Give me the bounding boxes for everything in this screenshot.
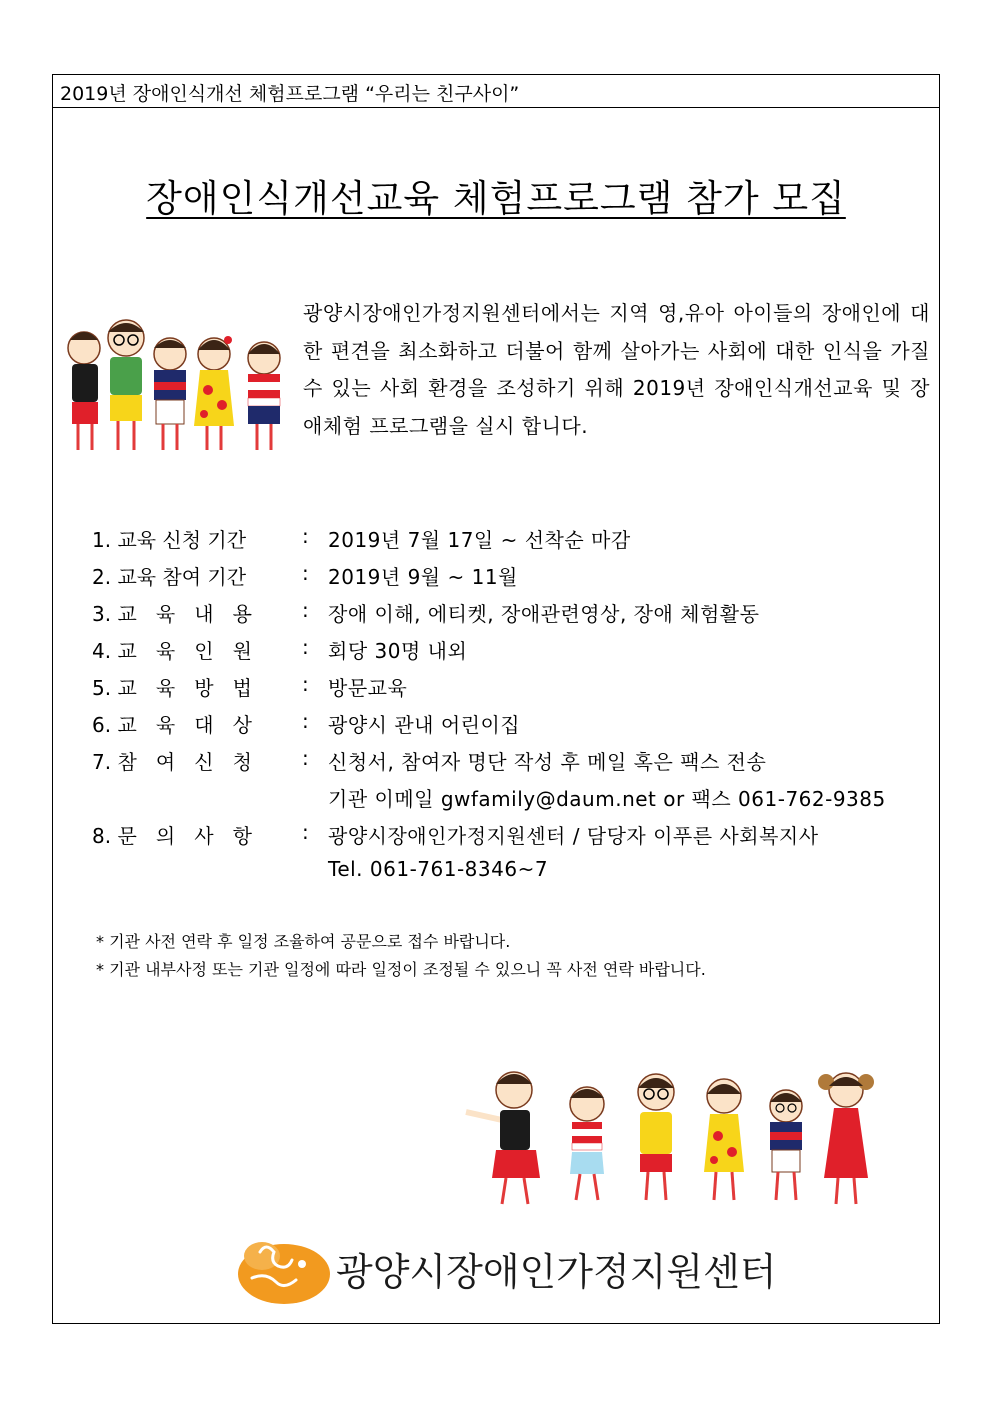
list-item-continuation — [92, 779, 932, 816]
item-colon: : — [302, 561, 309, 585]
item-label: 2. 교육 참여 기간 — [92, 565, 247, 589]
item-value: 신청서, 참여자 명단 작성 후 메일 혹은 팩스 전송 — [328, 750, 767, 774]
item-colon: : — [302, 709, 309, 733]
header-text: 2019년 장애인식개선 체험프로그램 “우리는 친구사이” — [60, 83, 520, 105]
item-label: 4. 교 육 인 원 — [92, 639, 252, 663]
intro-paragraph: 광양시장애인가정지원센터에서는 지역 영,유아 아이들의 장애인에 대한 편견을 최소화하고 더불어 함께 살아가는 사회에 대한 인식을 가질 수 있는 사회 환경을 조성하기 위해 2019년 장애인식개선교육 및 장애체험 프로그램을 실시 합니다. — [303, 301, 930, 438]
list-item — [92, 594, 932, 631]
item-label: 3. 교 육 내 용 — [92, 602, 252, 626]
header-bar — [52, 74, 940, 108]
item-colon: : — [302, 524, 309, 548]
note-line: * 기관 사전 연락 후 일정 조율하여 공문으로 접수 바랍니다. — [96, 932, 511, 951]
item-value: 방문교육 — [328, 676, 408, 700]
child-figure — [704, 1079, 744, 1200]
child-figure — [818, 1073, 874, 1204]
list-item — [92, 816, 932, 853]
item-value: 회당 30명 내외 — [328, 639, 468, 663]
child-figure — [68, 332, 100, 450]
child-figure — [154, 338, 186, 450]
child-figure — [466, 1072, 540, 1204]
item-colon: : — [302, 635, 309, 659]
item-value: 2019년 9월 ~ 11월 — [328, 565, 518, 589]
item-colon: : — [302, 672, 309, 696]
child-figure — [194, 336, 234, 450]
item-value: 광양시 관내 어린이집 — [328, 713, 521, 737]
list-item — [92, 520, 932, 557]
item-value: 장애 이해, 에티켓, 장애관련영상, 장애 체험활동 — [328, 602, 760, 626]
item-value: 2019년 7월 17일 ~ 선착순 마감 — [328, 528, 631, 552]
item-colon: : — [302, 598, 309, 622]
page-title-text: 장애인식개선교육 체험프로그램 참가 모집 — [146, 177, 846, 220]
center-name: 광양시장애인가정지원센터 — [336, 1250, 777, 1294]
list-item-continuation — [92, 853, 932, 890]
page-title — [0, 168, 992, 222]
info-list — [92, 520, 932, 890]
child-figure — [570, 1087, 604, 1200]
list-item — [92, 705, 932, 742]
item-label: 7. 참 여 신 청 — [92, 750, 252, 774]
child-figure — [638, 1074, 674, 1200]
item-value: 광양시장애인가정지원센터 / 담당자 이푸른 사회복지사 — [328, 824, 819, 848]
children-illustration-top — [62, 310, 302, 460]
item-value-line2: Tel. 061-761-8346~7 — [328, 857, 549, 881]
list-item — [92, 742, 932, 779]
item-colon: : — [302, 746, 309, 770]
list-item — [92, 557, 932, 594]
list-item — [92, 631, 932, 668]
item-label: 5. 교 육 방 법 — [92, 676, 252, 700]
child-figure — [248, 342, 280, 450]
child-figure — [770, 1090, 802, 1200]
item-label: 6. 교 육 대 상 — [92, 713, 252, 737]
notes — [96, 928, 706, 984]
children-illustration-bottom — [462, 1060, 882, 1210]
center-logo-icon — [232, 1234, 332, 1306]
list-item — [92, 668, 932, 705]
item-label: 1. 교육 신청 기간 — [92, 528, 247, 552]
item-value-line2: 기관 이메일 gwfamily@daum.net or 팩스 061-762-9385 — [328, 787, 886, 811]
child-figure — [108, 320, 144, 450]
item-label: 8. 문 의 사 항 — [92, 824, 252, 848]
note-line: * 기관 내부사정 또는 기관 일정에 따라 일정이 조정될 수 있으니 꼭 사전 연락 바랍니다. — [96, 960, 706, 979]
item-colon: : — [302, 820, 309, 844]
